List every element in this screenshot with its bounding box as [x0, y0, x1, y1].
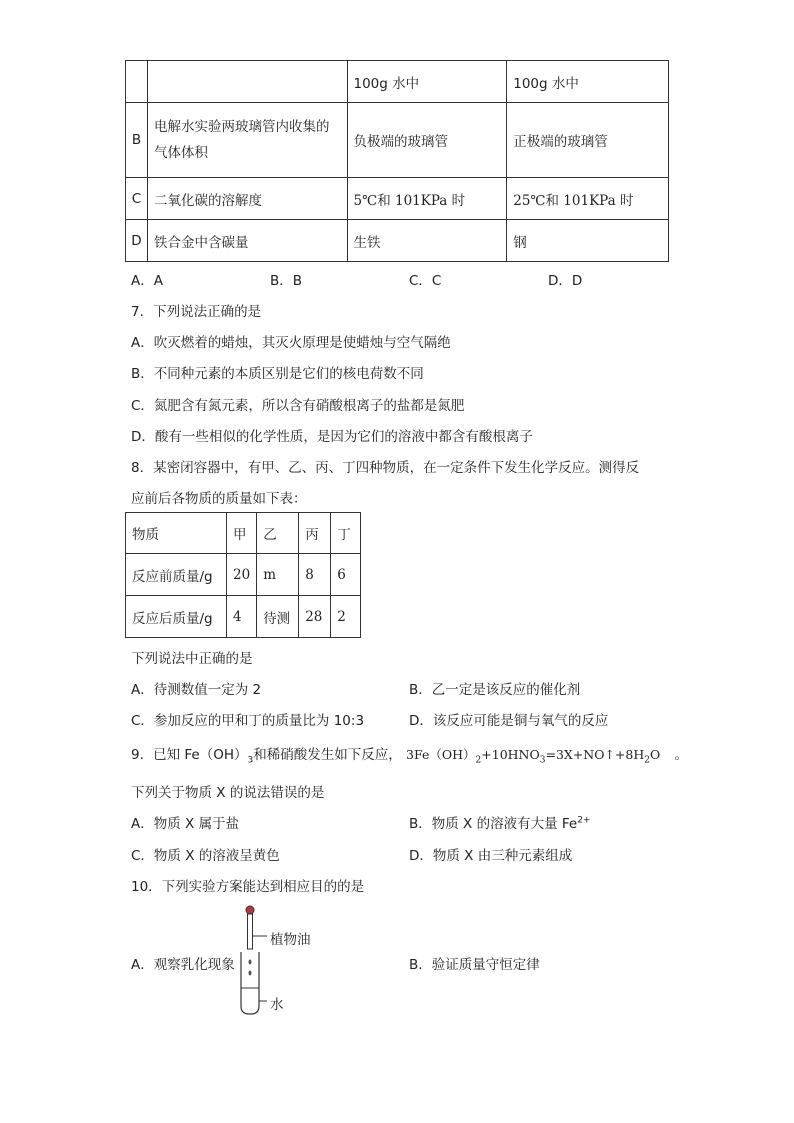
- q6-option-d[interactable]: D．D: [548, 273, 583, 289]
- q9-end-mark: 。: [674, 747, 689, 763]
- q10-option-a[interactable]: A．观察乳化现象: [131, 957, 235, 973]
- q9-stem-subscript: 3: [247, 755, 254, 766]
- q9-question: 下列关于物质 X 的说法错误的是: [131, 785, 325, 801]
- cell-b: 钢: [507, 220, 669, 262]
- q9-stem-part: 9．已知 Fe（OH）: [131, 747, 248, 763]
- table-row: [126, 554, 361, 596]
- oil-drop: [249, 960, 252, 965]
- water-label: 水: [270, 997, 284, 1013]
- q8-option-d[interactable]: D．该反应可能是铜与氧气的反应: [409, 713, 609, 729]
- cell-a: 负极端的玻璃管: [347, 103, 507, 178]
- mass-table: [125, 512, 361, 638]
- eq-part: =3X+NO↑+8H: [545, 747, 645, 762]
- table-row: [126, 220, 669, 262]
- q9-option-d[interactable]: D．物质 X 由三种元素组成: [409, 848, 573, 864]
- header-cell: 丁: [331, 513, 361, 554]
- q9-option-b-sup: 2+: [577, 815, 591, 826]
- q9-option-b[interactable]: [409, 812, 591, 832]
- row-item: 二氧化碳的溶解度: [147, 178, 347, 220]
- q7-option-b[interactable]: B．不同种元素的本质区别是它们的核电荷数不同: [131, 366, 424, 382]
- cell-a: 生铁: [347, 220, 507, 262]
- q9-option-c[interactable]: C．物质 X 的溶液呈黄色: [131, 848, 280, 864]
- q7-stem: 7．下列说法正确的是: [131, 304, 262, 320]
- row-label: [126, 61, 148, 103]
- header-cell: 物质: [126, 513, 227, 554]
- table-cell: 6: [331, 554, 361, 596]
- row-label: D: [126, 220, 148, 262]
- q8-option-b[interactable]: B．乙一定是该反应的催化剂: [409, 682, 581, 698]
- table-row: [126, 178, 669, 220]
- q9-equation: [406, 747, 661, 766]
- row-item: 电解水实验两玻璃管内收集的气体体积: [147, 103, 347, 178]
- cell-a: 5℃和 101KPa 时: [347, 178, 507, 220]
- row-label: B: [126, 103, 148, 178]
- dropper-bulb: [246, 906, 254, 914]
- oil-label: 植物油: [270, 932, 311, 948]
- q9-stem: [131, 743, 688, 766]
- q7-option-a[interactable]: A．吹灭燃着的蜡烛，其灭火原理是使蜡烛与空气隔绝: [131, 335, 451, 351]
- q8-question: 下列说法中正确的是: [131, 651, 253, 667]
- cell-b: 25℃和 101KPa 时: [507, 178, 669, 220]
- table-row: [126, 103, 669, 178]
- eq-part: 3Fe（OH）: [406, 747, 476, 762]
- eq-subscript: 2: [644, 755, 650, 766]
- eq-subscript: 2: [475, 755, 482, 766]
- q9-stem-part: 和稀硝酸发生如下反应，: [253, 747, 402, 763]
- table-cell: 待测: [257, 596, 299, 638]
- table-row: [126, 513, 361, 554]
- q8-option-a[interactable]: A．待测数值一定为 2: [131, 682, 262, 698]
- q6-option-a[interactable]: A．A: [131, 273, 163, 289]
- cell-b: 正极端的玻璃管: [507, 103, 669, 178]
- table-cell: 4: [227, 596, 257, 638]
- q8-stem-line2: 应前后各物质的质量如下表：: [131, 491, 307, 507]
- oil-drop: [249, 971, 252, 976]
- comparison-table: [125, 60, 669, 262]
- eq-part: O: [650, 747, 661, 762]
- q8-option-c[interactable]: C．参加反应的甲和丁的质量比为 10:3: [131, 713, 365, 729]
- header-cell: 甲: [227, 513, 257, 554]
- row-item: 铁合金中含碳量: [147, 220, 347, 262]
- table-cell: 28: [299, 596, 331, 638]
- q7-option-c[interactable]: C．氮肥含有氮元素，所以含有硝酸根离子的盐都是氮肥: [131, 398, 465, 414]
- header-cell: 丙: [299, 513, 331, 554]
- eq-subscript: 3: [539, 755, 546, 766]
- table-cell: m: [257, 554, 299, 596]
- q9-option-b-text: B．物质 X 的溶液有大量 Fe: [409, 816, 578, 832]
- header-cell: 乙: [257, 513, 299, 554]
- q7-option-d[interactable]: D．酸有一些相似的化学性质，是因为它们的溶液中都含有酸根离子: [131, 429, 533, 445]
- eq-part: +10HNO: [481, 747, 540, 762]
- table-cell: 2: [331, 596, 361, 638]
- row-label: 反应前质量/g: [126, 554, 227, 596]
- q6-option-b[interactable]: B．B: [270, 273, 303, 289]
- table-row: [126, 596, 361, 638]
- table-row: [126, 61, 669, 103]
- table-cell: 8: [299, 554, 331, 596]
- row-label: 反应后质量/g: [126, 596, 227, 638]
- cell-b: 100g 水中: [507, 61, 669, 103]
- q10-stem: 10．下列实验方案能达到相应目的的是: [131, 879, 365, 895]
- q10-option-b[interactable]: B．验证质量守恒定律: [409, 957, 540, 973]
- cell-a: 100g 水中: [347, 61, 507, 103]
- q6-option-c[interactable]: C．C: [409, 273, 442, 289]
- q8-stem-line1: 8．某密闭容器中，有甲、乙、丙、丁四种物质，在一定条件下发生化学反应。测得反: [131, 460, 640, 476]
- q9-option-a[interactable]: A．物质 X 属于盐: [131, 816, 240, 832]
- row-item: [147, 61, 347, 103]
- row-label: C: [126, 178, 148, 220]
- dropper-tube: [248, 914, 253, 949]
- table-cell: 20: [227, 554, 257, 596]
